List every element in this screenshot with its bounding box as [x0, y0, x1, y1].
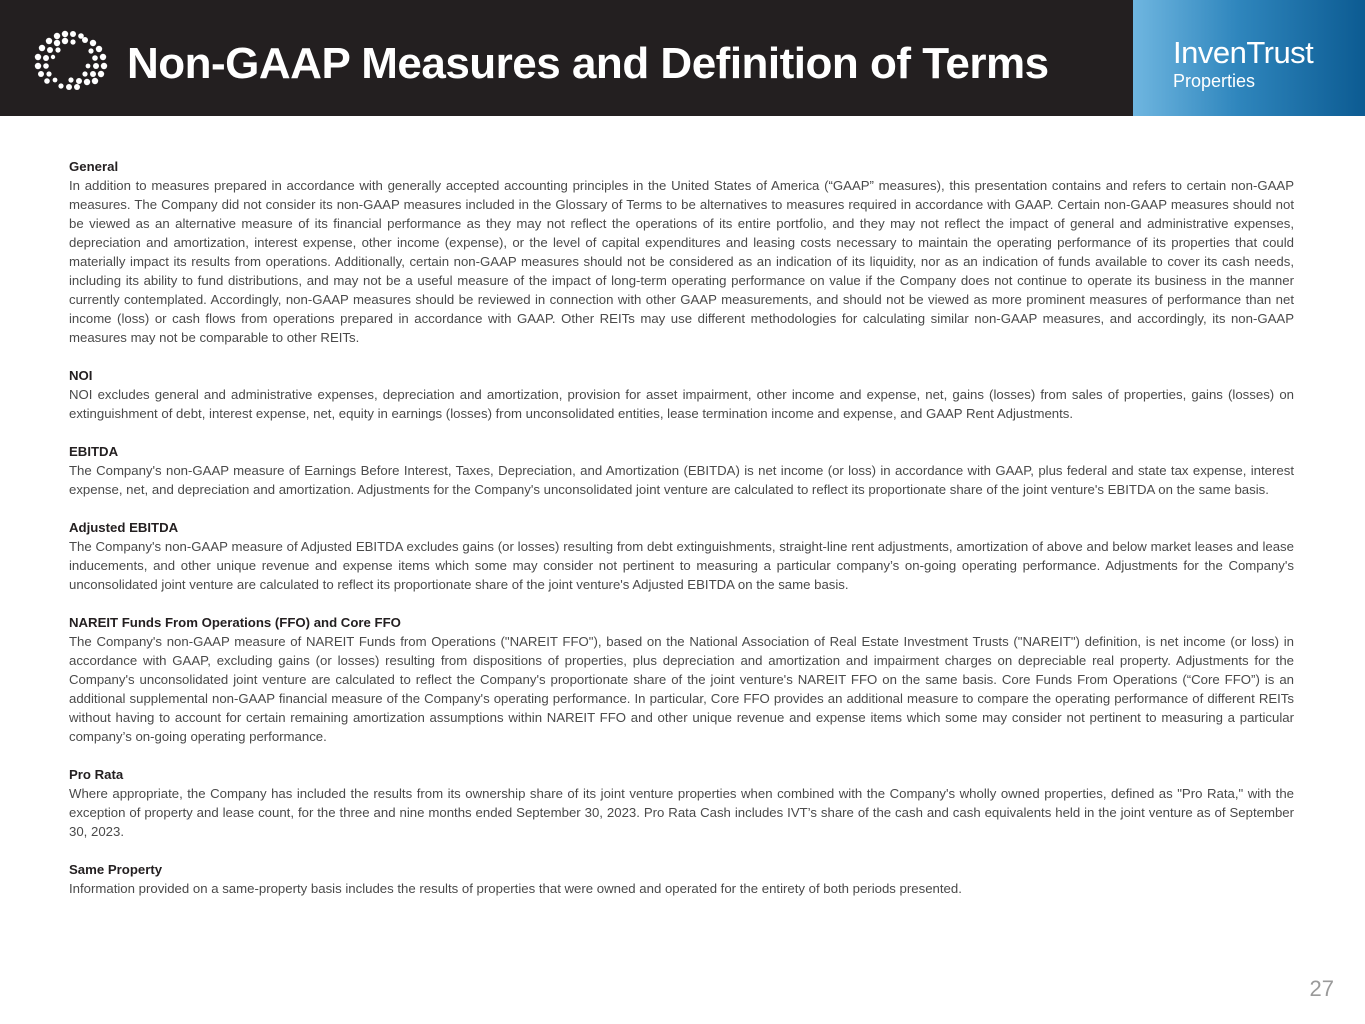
section-pro-rata	[69, 765, 1294, 841]
section-heading: Same Property	[69, 862, 163, 877]
company-logo-icon	[33, 30, 109, 90]
section-heading: NAREIT Funds From Operations (FFO) and Core FFO	[69, 615, 401, 630]
section-nareit-ffo	[69, 613, 1294, 746]
section-body: The Company's non-GAAP measure of Earnings Before Interest, Taxes, Depreciation, and Amortization (EBITDA) is net income (or loss) in accordance with GAAP, plus federal and state tax expense, interest expense, net, and depreciation and amortization. Adjustments for the Company's unconsolidated joint venture are calculated to reflect its proportionate share of the joint venture's EBITDA on the same basis.	[69, 463, 1294, 497]
section-body: In addition to measures prepared in accordance with generally accepted accounting principles in the United States of America (“GAAP” measures), this presentation contains and refers to certain non-GAAP measures. The Company did not consider its non-GAAP measures included in the Glossary of Terms to be alternatives to measures required in accordance with GAAP. Certain non-GAAP measures should not be viewed as an alternative measure of its financial performance as they may not reflect the operations of its entire portfolio, and they may not reflect the impact of general and administrative expenses, depreciation and amortization, interest expense, other income (expense), or the level of capital expenditures and leasing costs necessary to maintain the operating performance of its properties that could materially impact its results from operations. Additionally, certain non-GAAP measures should not be considered as an indication of its liquidity, nor as an indication of funds available to cover its cash needs, including its ability to fund distributions, and may not be a useful measure of the impact of long-term operating performance on value if the Company does not continue to operate its business in the manner currently contemplated. Accordingly, non-GAAP measures should be reviewed in connection with other GAAP measurements, and should not be viewed as more prominent measures of performance than net income (loss) or cash flows from operations prepared in accordance with GAAP. Other REITs may use different methodologies for calculating similar non-GAAP measures, and accordingly, its non-GAAP measures may not be comparable to other REITs.	[69, 178, 1294, 345]
header-bar	[0, 0, 1133, 116]
brand-panel	[1133, 0, 1365, 116]
section-body: Where appropriate, the Company has included the results from its ownership share of its joint venture properties when combined with the Company's wholly owned properties, defined as "Pro Rata," with the exception of property and lease count, for the three and nine months ended September 30, 2023. Pro Rata Cash includes IVT’s share of the cash and cash equivalents held in the joint venture as of September 30, 2023.	[69, 786, 1294, 839]
section-body: The Company's non-GAAP measure of NAREIT Funds from Operations ("NAREIT FFO"), based on the National Association of Real Estate Investment Trusts ("NAREIT") definition, is net income (or loss) in accordance with GAAP, excluding gains (or losses) resulting from dispositions of properties, plus depreciation and amortization and impairment charges on depreciable real property. Adjustments for the Company's unconsolidated joint venture are calculated to reflect the Company's proportionate share of the joint venture's NAREIT FFO on the same basis. Core Funds From Operations (“Core FFO”) is an additional supplemental non-GAAP financial measure of the Company's operating performance. In particular, Core FFO provides an additional measure to compare the operating performance of different REITs without having to account for certain remaining amortization assumptions within NAREIT FFO and other unique revenue and expense items which some may consider not pertinent to measuring a particular company’s on-going operating performance.	[69, 634, 1294, 744]
definitions-content	[69, 157, 1294, 917]
section-heading: EBITDA	[69, 444, 119, 459]
brand-name: InvenTrust	[1173, 35, 1314, 70]
page-title: Non-GAAP Measures and Definition of Terms	[127, 39, 1049, 88]
section-body: The Company's non-GAAP measure of Adjusted EBITDA excludes gains (or losses) resulting from debt extinguishments, straight-line rent adjustments, amortization of above and below market leases and lease inducements, and other unique revenue and expense items which some may consider not pertinent to measuring a particular company’s on-going operating performance. Adjustments for the Company's unconsolidated joint venture are calculated to reflect its proportionate share of the joint venture's Adjusted EBITDA on the same basis.	[69, 539, 1294, 592]
section-body: NOI excludes general and administrative expenses, depreciation and amortization, provision for asset impairment, other income and expense, net, gains (losses) from sales of properties, gains (losses) on extinguishment of debt, interest expense, net, equity in earnings (losses) from unconsolidated entities, lease termination income and expense, and GAAP Rent Adjustments.	[69, 387, 1294, 421]
section-heading: General	[69, 159, 119, 174]
brand-subtitle: Properties	[1173, 71, 1256, 91]
section-adjusted-ebitda	[69, 518, 1294, 594]
page-number: 27	[1309, 976, 1334, 1001]
section-noi	[69, 366, 1294, 423]
section-heading: Pro Rata	[69, 767, 124, 782]
section-general	[69, 157, 1294, 347]
section-same-property	[69, 860, 1294, 898]
section-heading: NOI	[69, 368, 93, 383]
section-body: Information provided on a same-property basis includes the results of properties that were owned and operated for the entirety of both periods presented.	[69, 881, 962, 896]
section-ebitda	[69, 442, 1294, 499]
section-heading: Adjusted EBITDA	[69, 520, 179, 535]
